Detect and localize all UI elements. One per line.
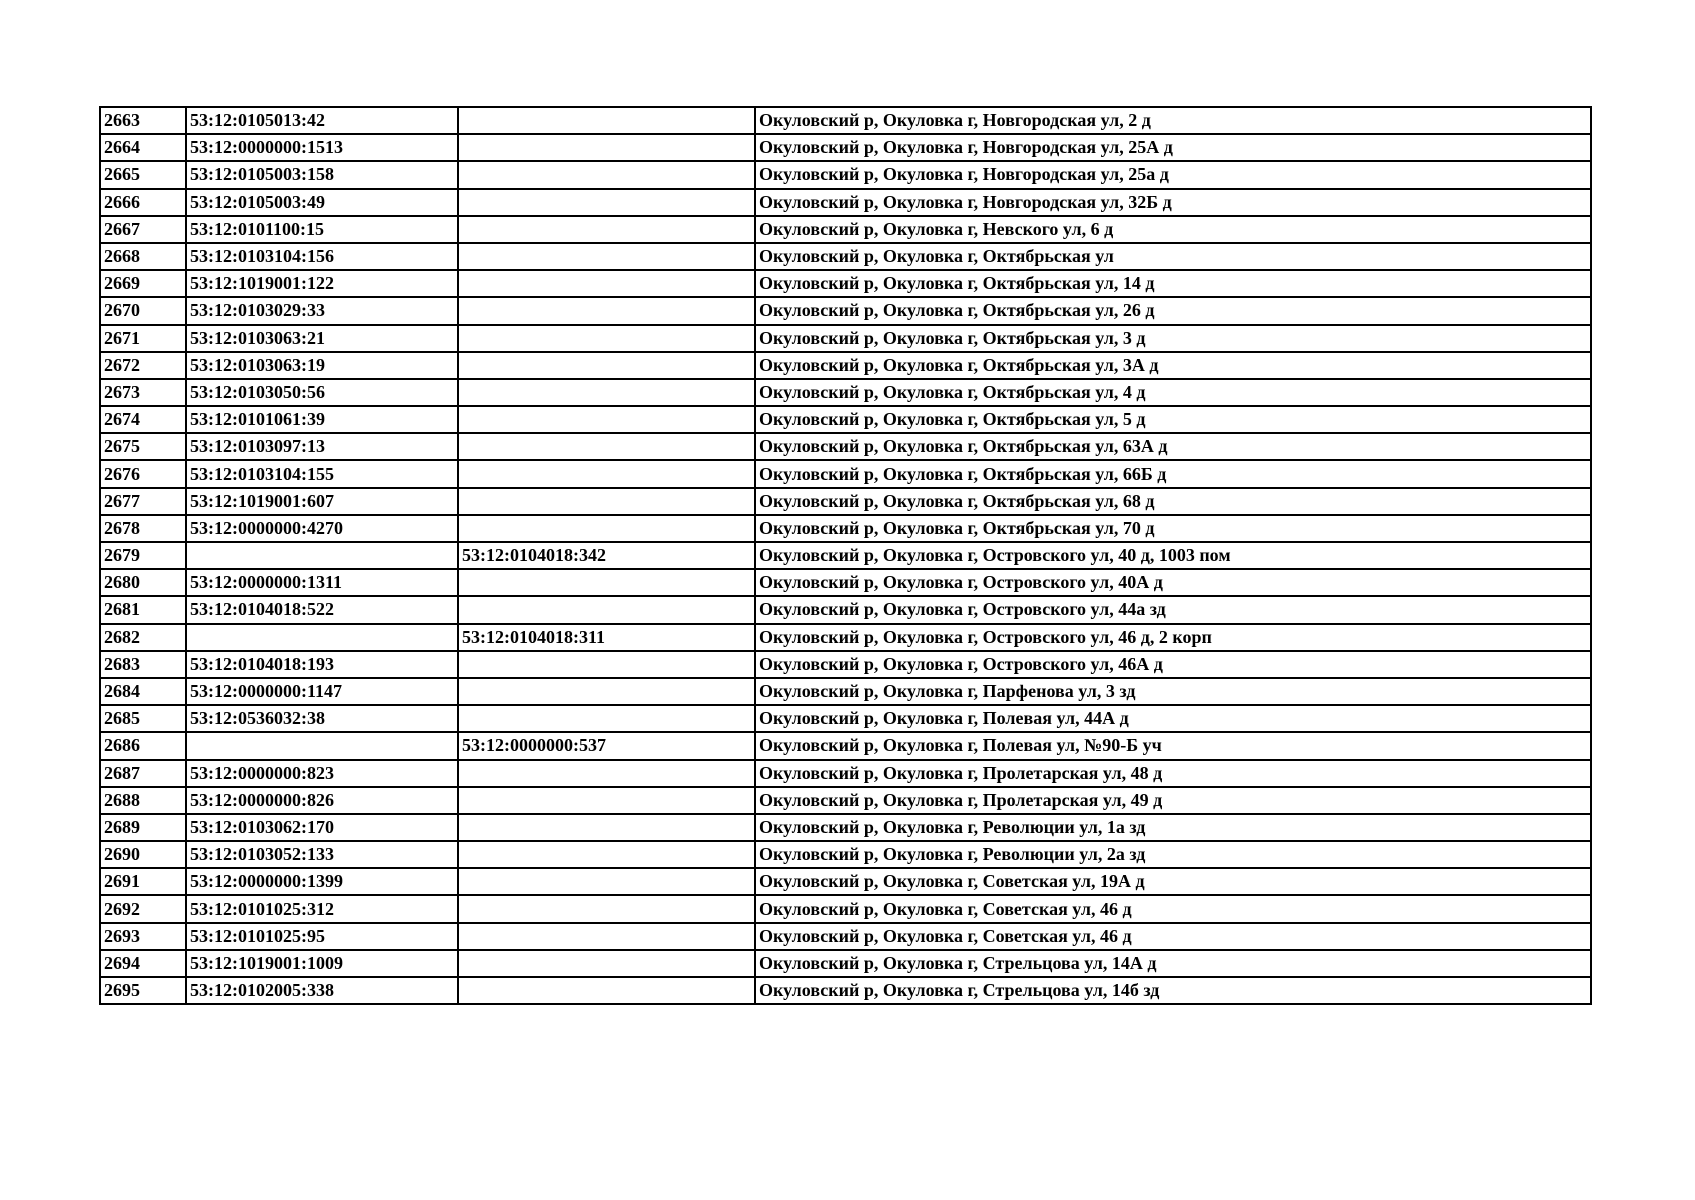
table-row [100, 950, 1591, 977]
address-cell: Окуловский р, Окуловка г, Октябрьская ул, 4 д [755, 379, 1591, 406]
row-number-cell: 2665 [100, 161, 186, 188]
cadastral-number-cell: 53:12:0536032:38 [186, 705, 458, 732]
cadastral-number-cell: 53:12:0103052:133 [186, 841, 458, 868]
table-row [100, 569, 1591, 596]
address-cell: Окуловский р, Окуловка г, Октябрьская ул, 5 д [755, 406, 1591, 433]
row-number-cell: 2681 [100, 596, 186, 623]
address-cell: Окуловский р, Окуловка г, Стрельцова ул, 14А д [755, 950, 1591, 977]
address-cell: Окуловский р, Окуловка г, Новгородская ул, 32Б д [755, 189, 1591, 216]
row-number-cell: 2676 [100, 460, 186, 487]
table-row [100, 515, 1591, 542]
cadastral-number-cell: 53:12:0103063:21 [186, 325, 458, 352]
table-row [100, 325, 1591, 352]
table-row [100, 895, 1591, 922]
related-cadastral-number-cell [458, 841, 755, 868]
cadastral-number-cell: 53:12:0000000:1311 [186, 569, 458, 596]
cadastral-number-cell: 53:12:1019001:607 [186, 488, 458, 515]
cadastral-number-cell: 53:12:0000000:1147 [186, 678, 458, 705]
row-number-cell: 2693 [100, 923, 186, 950]
table-row [100, 460, 1591, 487]
cadastral-number-cell [186, 732, 458, 759]
address-cell: Окуловский р, Окуловка г, Октябрьская ул, 63А д [755, 433, 1591, 460]
address-cell: Окуловский р, Окуловка г, Советская ул, 19А д [755, 868, 1591, 895]
row-number-cell: 2664 [100, 134, 186, 161]
address-cell: Окуловский р, Окуловка г, Октябрьская ул, 3 д [755, 325, 1591, 352]
address-cell: Окуловский р, Окуловка г, Октябрьская ул, 3А д [755, 352, 1591, 379]
cadastral-number-cell [186, 542, 458, 569]
related-cadastral-number-cell [458, 787, 755, 814]
address-cell: Окуловский р, Окуловка г, Стрельцова ул, 14б зд [755, 977, 1591, 1004]
related-cadastral-number-cell [458, 107, 755, 134]
cadastral-number-cell: 53:12:0103104:155 [186, 460, 458, 487]
row-number-cell: 2678 [100, 515, 186, 542]
row-number-cell: 2675 [100, 433, 186, 460]
address-cell: Окуловский р, Окуловка г, Октябрьская ул, 66Б д [755, 460, 1591, 487]
cadastral-number-cell: 53:12:0101025:95 [186, 923, 458, 950]
cadastral-number-cell: 53:12:0103029:33 [186, 297, 458, 324]
table-row [100, 216, 1591, 243]
address-cell: Окуловский р, Окуловка г, Октябрьская ул, 26 д [755, 297, 1591, 324]
related-cadastral-number-cell [458, 569, 755, 596]
related-cadastral-number-cell [458, 596, 755, 623]
address-cell: Окуловский р, Окуловка г, Октябрьская ул, 14 д [755, 270, 1591, 297]
row-number-cell: 2691 [100, 868, 186, 895]
related-cadastral-number-cell [458, 977, 755, 1004]
cadastral-number-cell: 53:12:0000000:1513 [186, 134, 458, 161]
table-row [100, 814, 1591, 841]
cadastral-number-cell: 53:12:0103050:56 [186, 379, 458, 406]
address-cell: Окуловский р, Окуловка г, Островского ул, 40 д, 1003 пом [755, 542, 1591, 569]
address-cell: Окуловский р, Окуловка г, Полевая ул, №90-Б уч [755, 732, 1591, 759]
cadastral-number-cell: 53:12:0000000:826 [186, 787, 458, 814]
address-cell: Окуловский р, Окуловка г, Советская ул, 46 д [755, 895, 1591, 922]
related-cadastral-number-cell: 53:12:0104018:342 [458, 542, 755, 569]
row-number-cell: 2680 [100, 569, 186, 596]
related-cadastral-number-cell [458, 270, 755, 297]
address-cell: Окуловский р, Окуловка г, Октябрьская ул [755, 243, 1591, 270]
row-number-cell: 2670 [100, 297, 186, 324]
table-row [100, 624, 1591, 651]
table-row [100, 923, 1591, 950]
table-row [100, 596, 1591, 623]
cadastral-number-cell: 53:12:0101025:312 [186, 895, 458, 922]
table-row [100, 189, 1591, 216]
cadastral-number-cell: 53:12:0101100:15 [186, 216, 458, 243]
address-cell: Окуловский р, Окуловка г, Пролетарская ул, 48 д [755, 760, 1591, 787]
related-cadastral-number-cell [458, 923, 755, 950]
cadastral-number-cell: 53:12:0102005:338 [186, 977, 458, 1004]
table-row [100, 542, 1591, 569]
row-number-cell: 2663 [100, 107, 186, 134]
address-cell: Окуловский р, Окуловка г, Новгородская ул, 2 д [755, 107, 1591, 134]
row-number-cell: 2687 [100, 760, 186, 787]
table-row [100, 379, 1591, 406]
address-cell: Окуловский р, Окуловка г, Полевая ул, 44А д [755, 705, 1591, 732]
cadastral-number-cell: 53:12:1019001:1009 [186, 950, 458, 977]
related-cadastral-number-cell [458, 297, 755, 324]
related-cadastral-number-cell [458, 895, 755, 922]
cadastral-number-cell: 53:12:0000000:1399 [186, 868, 458, 895]
address-cell: Окуловский р, Окуловка г, Октябрьская ул, 70 д [755, 515, 1591, 542]
related-cadastral-number-cell [458, 134, 755, 161]
row-number-cell: 2695 [100, 977, 186, 1004]
row-number-cell: 2666 [100, 189, 186, 216]
row-number-cell: 2682 [100, 624, 186, 651]
row-number-cell: 2667 [100, 216, 186, 243]
related-cadastral-number-cell [458, 352, 755, 379]
related-cadastral-number-cell [458, 868, 755, 895]
related-cadastral-number-cell [458, 325, 755, 352]
cadastral-number-cell: 53:12:0105013:42 [186, 107, 458, 134]
row-number-cell: 2684 [100, 678, 186, 705]
related-cadastral-number-cell [458, 651, 755, 678]
cadastral-number-cell: 53:12:0103062:170 [186, 814, 458, 841]
table-row [100, 787, 1591, 814]
address-cell: Окуловский р, Окуловка г, Островского ул, 44а зд [755, 596, 1591, 623]
address-cell: Окуловский р, Окуловка г, Парфенова ул, 3 зд [755, 678, 1591, 705]
address-cell: Окуловский р, Окуловка г, Невского ул, 6 д [755, 216, 1591, 243]
row-number-cell: 2673 [100, 379, 186, 406]
address-cell: Окуловский р, Окуловка г, Революции ул, 1а зд [755, 814, 1591, 841]
table-row [100, 705, 1591, 732]
address-cell: Окуловский р, Окуловка г, Новгородская ул, 25а д [755, 161, 1591, 188]
address-cell: Окуловский р, Окуловка г, Островского ул, 46А д [755, 651, 1591, 678]
table-row [100, 107, 1591, 134]
related-cadastral-number-cell [458, 460, 755, 487]
row-number-cell: 2685 [100, 705, 186, 732]
table-row [100, 651, 1591, 678]
related-cadastral-number-cell [458, 379, 755, 406]
registry-table-body [100, 107, 1591, 1004]
address-cell: Окуловский р, Окуловка г, Революции ул, 2а зд [755, 841, 1591, 868]
related-cadastral-number-cell [458, 216, 755, 243]
cadastral-number-cell: 53:12:0105003:49 [186, 189, 458, 216]
related-cadastral-number-cell [458, 515, 755, 542]
table-row [100, 488, 1591, 515]
row-number-cell: 2674 [100, 406, 186, 433]
table-row [100, 270, 1591, 297]
cadastral-number-cell: 53:12:0104018:193 [186, 651, 458, 678]
related-cadastral-number-cell [458, 406, 755, 433]
related-cadastral-number-cell [458, 161, 755, 188]
address-cell: Окуловский р, Окуловка г, Пролетарская ул, 49 д [755, 787, 1591, 814]
cadastral-number-cell: 53:12:0103063:19 [186, 352, 458, 379]
table-row [100, 134, 1591, 161]
address-cell: Окуловский р, Окуловка г, Островского ул, 46 д, 2 корп [755, 624, 1591, 651]
cadastral-number-cell: 53:12:0105003:158 [186, 161, 458, 188]
address-cell: Окуловский р, Окуловка г, Октябрьская ул, 68 д [755, 488, 1591, 515]
table-row [100, 243, 1591, 270]
table-row [100, 760, 1591, 787]
registry-table [99, 106, 1592, 1005]
row-number-cell: 2689 [100, 814, 186, 841]
table-row [100, 433, 1591, 460]
address-cell: Окуловский р, Окуловка г, Островского ул, 40А д [755, 569, 1591, 596]
table-row [100, 678, 1591, 705]
row-number-cell: 2668 [100, 243, 186, 270]
table-row [100, 732, 1591, 759]
address-cell: Окуловский р, Окуловка г, Советская ул, 46 д [755, 923, 1591, 950]
cadastral-number-cell: 53:12:0104018:522 [186, 596, 458, 623]
related-cadastral-number-cell [458, 814, 755, 841]
related-cadastral-number-cell [458, 678, 755, 705]
row-number-cell: 2683 [100, 651, 186, 678]
table-row [100, 868, 1591, 895]
table-row [100, 977, 1591, 1004]
related-cadastral-number-cell: 53:12:0000000:537 [458, 732, 755, 759]
related-cadastral-number-cell [458, 760, 755, 787]
row-number-cell: 2690 [100, 841, 186, 868]
related-cadastral-number-cell [458, 433, 755, 460]
row-number-cell: 2672 [100, 352, 186, 379]
related-cadastral-number-cell [458, 950, 755, 977]
table-row [100, 841, 1591, 868]
row-number-cell: 2671 [100, 325, 186, 352]
cadastral-number-cell: 53:12:0103097:13 [186, 433, 458, 460]
cadastral-number-cell: 53:12:0103104:156 [186, 243, 458, 270]
address-cell: Окуловский р, Окуловка г, Новгородская ул, 25А д [755, 134, 1591, 161]
related-cadastral-number-cell [458, 705, 755, 732]
cadastral-number-cell [186, 624, 458, 651]
related-cadastral-number-cell: 53:12:0104018:311 [458, 624, 755, 651]
row-number-cell: 2692 [100, 895, 186, 922]
row-number-cell: 2669 [100, 270, 186, 297]
cadastral-number-cell: 53:12:1019001:122 [186, 270, 458, 297]
related-cadastral-number-cell [458, 189, 755, 216]
cadastral-number-cell: 53:12:0000000:823 [186, 760, 458, 787]
table-row [100, 406, 1591, 433]
table-row [100, 161, 1591, 188]
row-number-cell: 2679 [100, 542, 186, 569]
table-row [100, 352, 1591, 379]
row-number-cell: 2688 [100, 787, 186, 814]
row-number-cell: 2677 [100, 488, 186, 515]
table-row [100, 297, 1591, 324]
related-cadastral-number-cell [458, 243, 755, 270]
row-number-cell: 2686 [100, 732, 186, 759]
cadastral-number-cell: 53:12:0101061:39 [186, 406, 458, 433]
cadastral-number-cell: 53:12:0000000:4270 [186, 515, 458, 542]
row-number-cell: 2694 [100, 950, 186, 977]
related-cadastral-number-cell [458, 488, 755, 515]
